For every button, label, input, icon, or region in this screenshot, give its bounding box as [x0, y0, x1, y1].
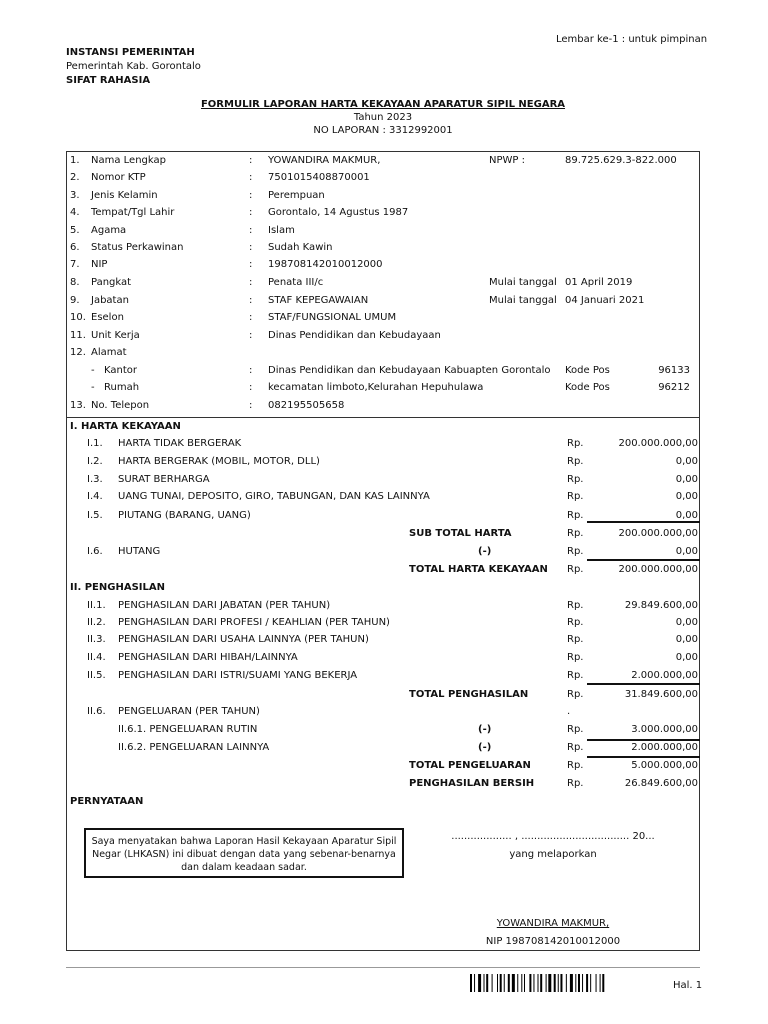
- asset-code: I.5.: [87, 510, 103, 521]
- classification: SIFAT RAHASIA: [66, 75, 151, 86]
- identity-label: Status Perkawinan: [91, 242, 184, 253]
- date-line: ................... , .................................. 20...: [451, 831, 655, 842]
- asset-code: I.1.: [87, 438, 103, 449]
- identity-colon: :: [249, 277, 253, 288]
- identity-extra-value: 89.725.629.3-822.000: [565, 155, 677, 166]
- expense-item-label: II.6.1. PENGELUARAN RUTIN: [118, 724, 258, 735]
- identity-colon: :: [249, 382, 253, 393]
- currency: Rp.: [567, 742, 584, 753]
- identity-extra-value: 04 Januari 2021: [565, 295, 645, 306]
- sheet-note: Lembar ke-1 : untuk pimpinan: [556, 34, 708, 45]
- income-code: II.1.: [87, 600, 106, 611]
- income-label: PENGHASILAN DARI HIBAH/LAINNYA: [118, 652, 298, 663]
- currency: Rp.: [567, 474, 584, 485]
- section2-title: II. PENGHASILAN: [70, 582, 165, 593]
- subtotal-label: SUB TOTAL HARTA: [409, 528, 512, 539]
- asset-amount: 0,00: [675, 510, 698, 521]
- identity-label: Alamat: [91, 347, 127, 358]
- debt-amount: 0,00: [675, 546, 698, 557]
- sum-line: [587, 683, 700, 685]
- identity-colon: :: [249, 242, 253, 253]
- currency: Rp.: [567, 546, 584, 557]
- asset-label: PIUTANG (BARANG, UANG): [118, 510, 251, 521]
- currency: Rp.: [567, 670, 584, 681]
- identity-label: Pangkat: [91, 277, 132, 288]
- net-income-amount: 26.849.600,00: [624, 778, 698, 789]
- form-title: FORMULIR LAPORAN HARTA KEKAYAAN APARATUR SIPIL NEGARA: [200, 99, 566, 110]
- identity-extra-value: 96212: [658, 382, 690, 393]
- subtotal-amount: 200.000.000,00: [618, 528, 698, 539]
- identity-number: 7.: [70, 259, 80, 270]
- identity-label: Nama Lengkap: [91, 155, 166, 166]
- currency: Rp.: [567, 634, 584, 645]
- reporter-label: yang melaporkan: [509, 849, 597, 860]
- identity-label: Jabatan: [91, 295, 129, 306]
- identity-colon: :: [249, 225, 253, 236]
- section-divider: [66, 417, 700, 418]
- asset-code: I.3.: [87, 474, 103, 485]
- identity-number: 5.: [70, 225, 80, 236]
- currency: Rp.: [567, 438, 584, 449]
- total-assets-label: TOTAL HARTA KEKAYAAN: [409, 564, 548, 575]
- currency: Rp.: [567, 778, 584, 789]
- expense-item-amount: 2.000.000,00: [631, 742, 698, 753]
- identity-value: 7501015408870001: [268, 172, 370, 183]
- identity-colon: :: [249, 400, 253, 411]
- total-expense-amount: 5.000.000,00: [631, 760, 698, 771]
- income-amount: 2.000.000,00: [631, 670, 698, 681]
- identity-label: NIP: [91, 259, 108, 270]
- currency: Rp.: [567, 528, 584, 539]
- identity-label: Eselon: [91, 312, 124, 323]
- identity-value: Gorontalo, 14 Agustus 1987: [268, 207, 409, 218]
- identity-colon: :: [249, 190, 253, 201]
- identity-colon: :: [249, 330, 253, 341]
- identity-extra-label: Mulai tanggal: [489, 277, 557, 288]
- identity-label: Tempat/Tgl Lahir: [91, 207, 175, 218]
- identity-label: Jenis Kelamin: [91, 190, 158, 201]
- debt-code: I.6.: [87, 546, 103, 557]
- statement-box: [84, 828, 404, 878]
- currency: Rp.: [567, 617, 584, 628]
- currency: Rp.: [567, 491, 584, 502]
- minus-sign: (-): [478, 742, 492, 753]
- expense-label: PENGELUARAN (PER TAHUN): [118, 706, 260, 717]
- income-label: PENGHASILAN DARI ISTRI/SUAMI YANG BEKERJA: [118, 670, 358, 681]
- identity-number: 11.: [70, 330, 86, 341]
- footer-divider: [66, 967, 700, 968]
- identity-extra-label: NPWP :: [489, 155, 525, 166]
- expense-item-amount: 3.000.000,00: [631, 724, 698, 735]
- income-label: PENGHASILAN DARI PROFESI / KEAHLIAN (PER TAHUN): [118, 617, 390, 628]
- identity-colon: :: [249, 259, 253, 270]
- identity-colon: :: [249, 295, 253, 306]
- asset-amount: 200.000.000,00: [618, 438, 698, 449]
- currency: Rp.: [567, 456, 584, 467]
- identity-value: 198708142010012000: [268, 259, 383, 270]
- identity-label: No. Telepon: [91, 400, 150, 411]
- sum-line: [587, 521, 700, 523]
- currency: Rp.: [567, 510, 584, 521]
- identity-bullet: -: [91, 382, 95, 393]
- identity-value: Sudah Kawin: [268, 242, 333, 253]
- expense-item-label: II.6.2. PENGELUARAN LAINNYA: [118, 742, 270, 753]
- statement-title: PERNYATAAN: [70, 796, 144, 807]
- signer-name: YOWANDIRA MAKMUR,: [496, 918, 610, 929]
- identity-number: 10.: [70, 312, 86, 323]
- identity-value: STAF/FUNGSIONAL UMUM: [268, 312, 397, 323]
- minus-sign: (-): [478, 546, 492, 557]
- income-amount: 0,00: [675, 634, 698, 645]
- currency: Rp.: [567, 652, 584, 663]
- income-code: II.2.: [87, 617, 106, 628]
- signer-nip: NIP 198708142010012000: [485, 936, 621, 947]
- identity-extra-label: Mulai tanggal: [489, 295, 557, 306]
- identity-value: Penata III/c: [268, 277, 324, 288]
- agency-name: INSTANSI PEMERINTAH: [66, 47, 195, 58]
- identity-label: Agama: [91, 225, 127, 236]
- income-label: PENGHASILAN DARI JABATAN (PER TAHUN): [118, 600, 331, 611]
- report-number: NO LAPORAN : 3312992001: [313, 125, 453, 136]
- identity-label: Rumah: [104, 382, 140, 393]
- currency: Rp.: [567, 600, 584, 611]
- identity-number: 8.: [70, 277, 80, 288]
- identity-value: STAF KEPEGAWAIAN: [268, 295, 369, 306]
- sum-line: [587, 756, 700, 758]
- section1-title: I. HARTA KEKAYAAN: [70, 421, 181, 432]
- income-label: PENGHASILAN DARI USAHA LAINNYA (PER TAHUN): [118, 634, 369, 645]
- identity-value: Perempuan: [268, 190, 325, 201]
- asset-label: HARTA BERGERAK (MOBIL, MOTOR, DLL): [118, 456, 320, 467]
- identity-number: 6.: [70, 242, 80, 253]
- identity-number: 12.: [70, 347, 86, 358]
- identity-extra-value: 96133: [658, 365, 690, 376]
- asset-amount: 0,00: [675, 474, 698, 485]
- identity-number: 9.: [70, 295, 80, 306]
- identity-number: 1.: [70, 155, 80, 166]
- identity-colon: :: [249, 312, 253, 323]
- income-amount: 29.849.600,00: [624, 600, 698, 611]
- asset-code: I.2.: [87, 456, 103, 467]
- asset-amount: 0,00: [675, 491, 698, 502]
- currency: Rp.: [567, 760, 584, 771]
- identity-extra-label: Kode Pos: [565, 382, 610, 393]
- asset-label: UANG TUNAI, DEPOSITO, GIRO, TABUNGAN, DAN KAS LAINNYA: [118, 491, 430, 502]
- net-income-label: PENGHASILAN BERSIH: [409, 778, 535, 789]
- identity-value: Islam: [268, 225, 295, 236]
- total-income-label: TOTAL PENGHASILAN: [409, 689, 529, 700]
- minus-sign: (-): [478, 724, 492, 735]
- identity-value: kecamatan limboto,Kelurahan Hepuhulawa: [268, 382, 484, 393]
- identity-label: Nomor KTP: [91, 172, 146, 183]
- currency: Rp.: [567, 724, 584, 735]
- page-number: Hal. 1: [673, 980, 703, 991]
- form-year: Tahun 2023: [353, 112, 413, 123]
- currency: Rp.: [567, 564, 584, 575]
- sub-agency: Pemerintah Kab. Gorontalo: [66, 61, 201, 72]
- currency: Rp.: [567, 689, 584, 700]
- sum-line: [587, 739, 700, 741]
- identity-number: 2.: [70, 172, 80, 183]
- expense-dot: .: [567, 706, 571, 717]
- income-amount: 0,00: [675, 652, 698, 663]
- identity-value: 082195505658: [268, 400, 345, 411]
- identity-number: 13.: [70, 400, 86, 411]
- identity-label: Unit Kerja: [91, 330, 140, 341]
- debt-label: HUTANG: [118, 546, 161, 557]
- identity-extra-label: Kode Pos: [565, 365, 610, 376]
- identity-bullet: -: [91, 365, 95, 376]
- identity-extra-value: 01 April 2019: [565, 277, 633, 288]
- total-income-amount: 31.849.600,00: [624, 689, 698, 700]
- identity-label: Kantor: [104, 365, 137, 376]
- asset-amount: 0,00: [675, 456, 698, 467]
- income-code: II.4.: [87, 652, 106, 663]
- barcode-icon: [470, 974, 660, 992]
- identity-value: Dinas Pendidikan dan Kebudayaan Kabuapten Gorontalo: [268, 365, 551, 376]
- total-expense-label: TOTAL PENGELUARAN: [409, 760, 531, 771]
- identity-number: 3.: [70, 190, 80, 201]
- asset-label: SURAT BERHARGA: [118, 474, 210, 485]
- asset-code: I.4.: [87, 491, 103, 502]
- identity-colon: :: [249, 155, 253, 166]
- income-code: II.3.: [87, 634, 106, 645]
- income-code: II.5.: [87, 670, 106, 681]
- identity-colon: :: [249, 207, 253, 218]
- identity-colon: :: [249, 365, 253, 376]
- sum-line: [587, 559, 700, 561]
- asset-label: HARTA TIDAK BERGERAK: [118, 438, 242, 449]
- statement-text: Saya menyatakan bahwa Laporan Hasil Kekayaan Aparatur Sipil Negar (LHKASN) ini dibuat dengan data yang sebenar-benarnya dan dalam keadaan sadar.: [91, 836, 397, 873]
- identity-number: 4.: [70, 207, 80, 218]
- income-amount: 0,00: [675, 617, 698, 628]
- total-assets-amount: 200.000.000,00: [618, 564, 698, 575]
- identity-colon: :: [249, 172, 253, 183]
- identity-value: Dinas Pendidikan dan Kebudayaan: [268, 330, 441, 341]
- expense-code: II.6.: [87, 706, 106, 717]
- identity-value: YOWANDIRA MAKMUR,: [268, 155, 381, 166]
